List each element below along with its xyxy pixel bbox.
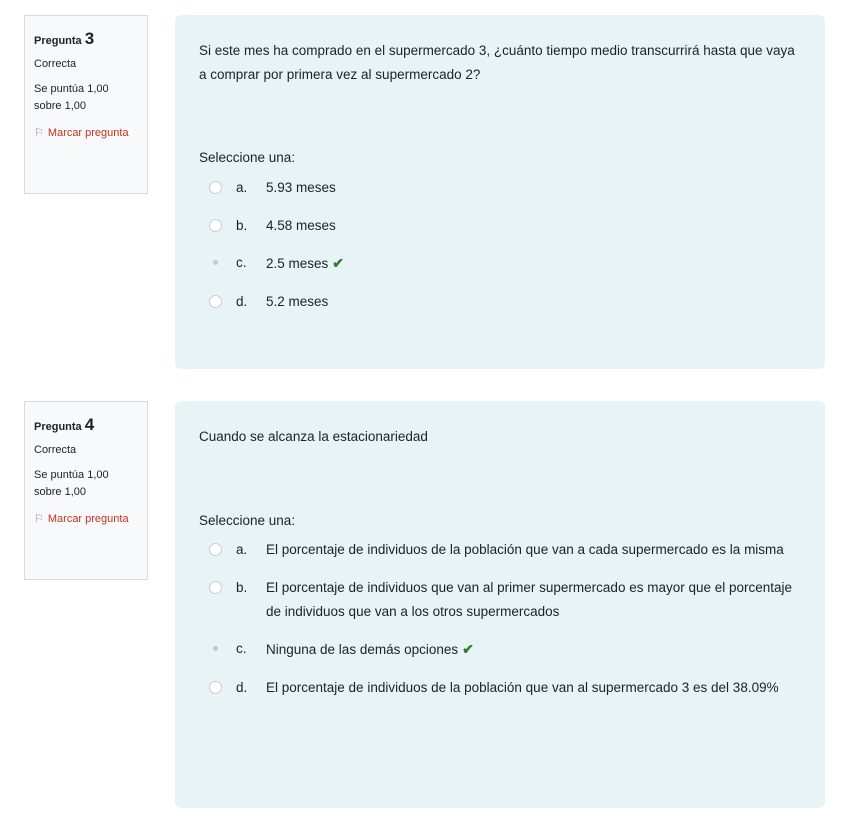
option-text: 4.58 meses xyxy=(266,217,336,233)
answer-option-d[interactable] xyxy=(209,676,801,700)
option-text: 2.5 meses xyxy=(266,256,329,272)
radio-button[interactable] xyxy=(209,543,222,556)
question-number: 3 xyxy=(84,29,95,48)
option-letter: c. xyxy=(236,255,247,271)
radio-button[interactable] xyxy=(209,219,222,232)
option-text: El porcentaje de individuos de la población que van al supermercado 3 es del 38.09% xyxy=(266,679,779,695)
question-info xyxy=(24,15,148,194)
correct-check-icon: ✔ xyxy=(462,641,474,658)
flag-label: Marcar pregunta xyxy=(47,127,129,140)
option-text: El porcentaje de individuos que van al primer supermercado es mayor que el porcentaje de individuos que van a los otros supermercados xyxy=(266,579,793,619)
option-text-wrap xyxy=(266,637,801,662)
option-letter: b. xyxy=(236,579,248,595)
radio-button[interactable] xyxy=(209,581,222,594)
answer-option-c[interactable] xyxy=(209,637,801,662)
question-number-line xyxy=(34,412,138,438)
option-letter: d. xyxy=(236,293,248,309)
question-info xyxy=(24,401,148,580)
flag-question-link[interactable] xyxy=(34,511,138,528)
question-content xyxy=(175,15,825,369)
radio-button[interactable] xyxy=(209,681,222,694)
radio-button[interactable] xyxy=(209,181,222,194)
correct-check-icon: ✔ xyxy=(332,255,345,272)
question-text: Cuando se alcanza la estacionariedad xyxy=(199,429,428,444)
option-letter: d. xyxy=(236,679,248,695)
answer-options xyxy=(199,176,801,314)
question-text: Si este mes ha comprado en el supermercado 3, ¿cuánto tiempo medio transcurrirá hasta que vaya a comprar por primera vez al supermercado 2? xyxy=(199,43,795,82)
answer-prompt: Seleccione una: xyxy=(199,150,296,166)
answer-option-b[interactable] xyxy=(209,576,801,623)
question-number: 4 xyxy=(84,415,95,434)
question-number-line xyxy=(34,26,138,52)
answer-option-a[interactable] xyxy=(209,538,801,562)
answer-option-c[interactable] xyxy=(209,251,801,276)
question-label: Pregunta xyxy=(34,421,82,433)
flag-icon: ⚐ xyxy=(34,513,44,526)
answer-prompt: Seleccione una: xyxy=(199,512,296,528)
option-letter: b. xyxy=(236,217,248,233)
option-text: Ninguna de las demás opciones xyxy=(266,642,459,658)
question-content xyxy=(175,401,825,808)
option-text-wrap xyxy=(266,251,801,276)
answer-option-b[interactable] xyxy=(209,214,801,238)
option-letter: c. xyxy=(236,641,247,657)
answer-options xyxy=(199,538,801,699)
answer-option-a[interactable] xyxy=(209,176,801,200)
question-state: Correcta xyxy=(34,58,77,71)
flag-label: Marcar pregunta xyxy=(47,513,129,526)
question-state: Correcta xyxy=(34,444,77,457)
radio-button[interactable] xyxy=(209,295,222,308)
option-text: El porcentaje de individuos de la población que van a cada supermercado es la misma xyxy=(266,542,784,558)
flag-icon: ⚐ xyxy=(34,127,44,140)
radio-button-selected[interactable] xyxy=(209,642,222,655)
flag-question-link[interactable] xyxy=(34,125,138,142)
option-letter: a. xyxy=(236,542,248,558)
question-label: Pregunta xyxy=(34,35,82,47)
option-letter: a. xyxy=(236,179,248,195)
option-text: 5.2 meses xyxy=(266,293,329,309)
option-text: 5.93 meses xyxy=(266,179,336,195)
answer-option-d[interactable] xyxy=(209,290,801,314)
question-grade: Se puntúa 1,00 sobre 1,00 xyxy=(34,469,109,499)
radio-button-selected[interactable] xyxy=(209,256,222,269)
question-grade: Se puntúa 1,00 sobre 1,00 xyxy=(34,83,109,113)
